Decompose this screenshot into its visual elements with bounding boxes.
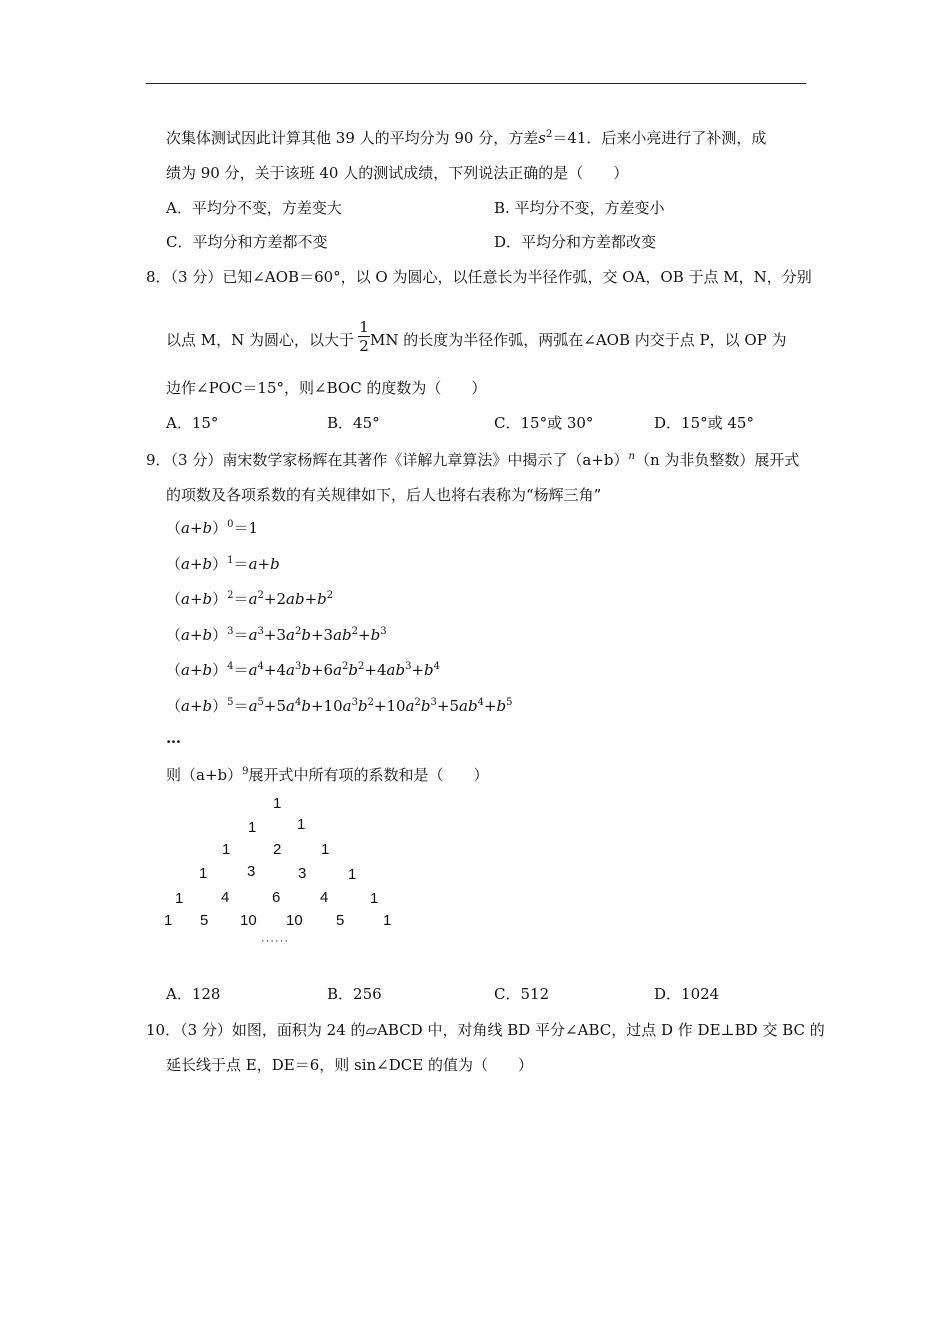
triangle-r4-c1: 4 <box>221 889 230 906</box>
q9-option-d: D．1024 <box>654 985 720 1003</box>
binomial-n5: $(a+b)^5=a^5+5a^4b+10a^3b^2+10a^2b^3+5ab^4+b^5$ <box>166 697 513 715</box>
q8-option-b: B．45° <box>327 414 380 432</box>
triangle-r4-c2: 6 <box>272 889 281 906</box>
triangle-r5-c3: 10 <box>286 912 303 929</box>
q7-line1: 次集体测试因此计算其他 39 人的平均分为 90 分，方差$s^2=41$．后来小亮进行了补测，成 <box>166 129 767 147</box>
q8-line2: 以点 M，N 为圆心，以大于 MN 的长度为半径作弧，两弧在∠AOB 内交于点 P，以 OP 为 <box>166 331 787 349</box>
q8-option-a: A．15° <box>166 414 219 432</box>
triangle-r5-c1: 5 <box>200 912 209 929</box>
q10-line1: 10．（3 分）如图，面积为 24 的▱ABCD 中，对角线 BD 平分∠ABC，过点 D 作 DE⊥BD 交 BC 的 <box>146 1021 825 1039</box>
q9-option-a: A．128 <box>166 985 221 1003</box>
triangle-r5-c2: 10 <box>240 912 257 929</box>
triangle-r1-c1: 1 <box>297 816 306 833</box>
triangle-r4-c3: 4 <box>320 889 329 906</box>
q9-line1: 9．（3 分）南宋数学家杨辉在其著作《详解九章算法》中揭示了$(a+b)^n(n$ 为非负整数）展开式 <box>146 451 800 469</box>
q7-option-c: C．平均分和方差都不变 <box>166 233 328 251</box>
q8-line3: 边作∠POC＝15°，则∠BOC 的度数为（ ） <box>166 379 487 397</box>
q9-option-b: B．256 <box>327 985 382 1003</box>
q7-option-a: A．平均分不变，方差变大 <box>166 199 342 217</box>
binomial-n2: $(a+b)^2=a^2+2ab+b^2$ <box>166 590 334 608</box>
triangle-r3-c1: 3 <box>247 863 256 880</box>
q8-option-c: C．15°或 30° <box>494 414 594 432</box>
triangle-r4-c4: 1 <box>370 890 379 907</box>
triangle-r3-c0: 1 <box>199 865 208 882</box>
q9-line2: 的项数及各项系数的有关规律如下，后人也将右表称为“杨辉三角” <box>166 486 602 504</box>
q9-option-c: C．512 <box>494 985 550 1003</box>
binomial-ellipsis: … <box>166 729 181 747</box>
triangle-r3-c3: 1 <box>348 866 357 883</box>
binomial-n4: $(a+b)^4=a^4+4a^3b+6a^2b^2+4ab^3+b^4$ <box>166 661 440 679</box>
triangle-r4-c0: 1 <box>175 890 184 907</box>
triangle-r2-c2: 1 <box>321 841 330 858</box>
q7-option-b: B. 平均分不变，方差变小 <box>494 199 665 217</box>
q7-line2: 绩为 90 分，关于该班 40 人的测试成绩，下列说法正确的是（ ） <box>166 164 629 182</box>
q7-option-d: D．平均分和方差都改变 <box>494 233 657 251</box>
q10-line2: 延长线于点 E，DE＝6，则 sin∠DCE 的值为（ ） <box>166 1056 533 1074</box>
triangle-r3-c2: 3 <box>298 865 307 882</box>
triangle-r2-c1: 2 <box>273 841 282 858</box>
q9-question: 则$(a+b)^9$展开式中所有项的系数和是（ ） <box>166 766 489 784</box>
q8-option-d: D．15°或 45° <box>654 414 754 432</box>
triangle-r5-c0: 1 <box>164 912 173 929</box>
q8-fraction: 1 2 <box>359 318 369 355</box>
triangle-r1-c0: 1 <box>248 819 257 836</box>
triangle-r5-c4: 5 <box>336 912 345 929</box>
triangle-dots: ······ <box>261 935 289 947</box>
triangle-r2-c0: 1 <box>222 841 231 858</box>
triangle-r5-c5: 1 <box>383 912 392 929</box>
binomial-n1: $(a+b)^1=a+b$ <box>166 555 280 573</box>
q8-line1: 8．（3 分）已知∠AOB＝60°，以 O 为圆心，以任意长为半径作弧，交 OA，OB 于点 M，N，分别 <box>146 268 812 286</box>
binomial-n3: $(a+b)^3=a^3+3a^2b+3ab^2+b^3$ <box>166 626 387 644</box>
binomial-n0: $(a+b)^0=1$ <box>166 519 259 537</box>
triangle-r0-c0: 1 <box>273 795 282 812</box>
header-rule <box>146 83 806 84</box>
